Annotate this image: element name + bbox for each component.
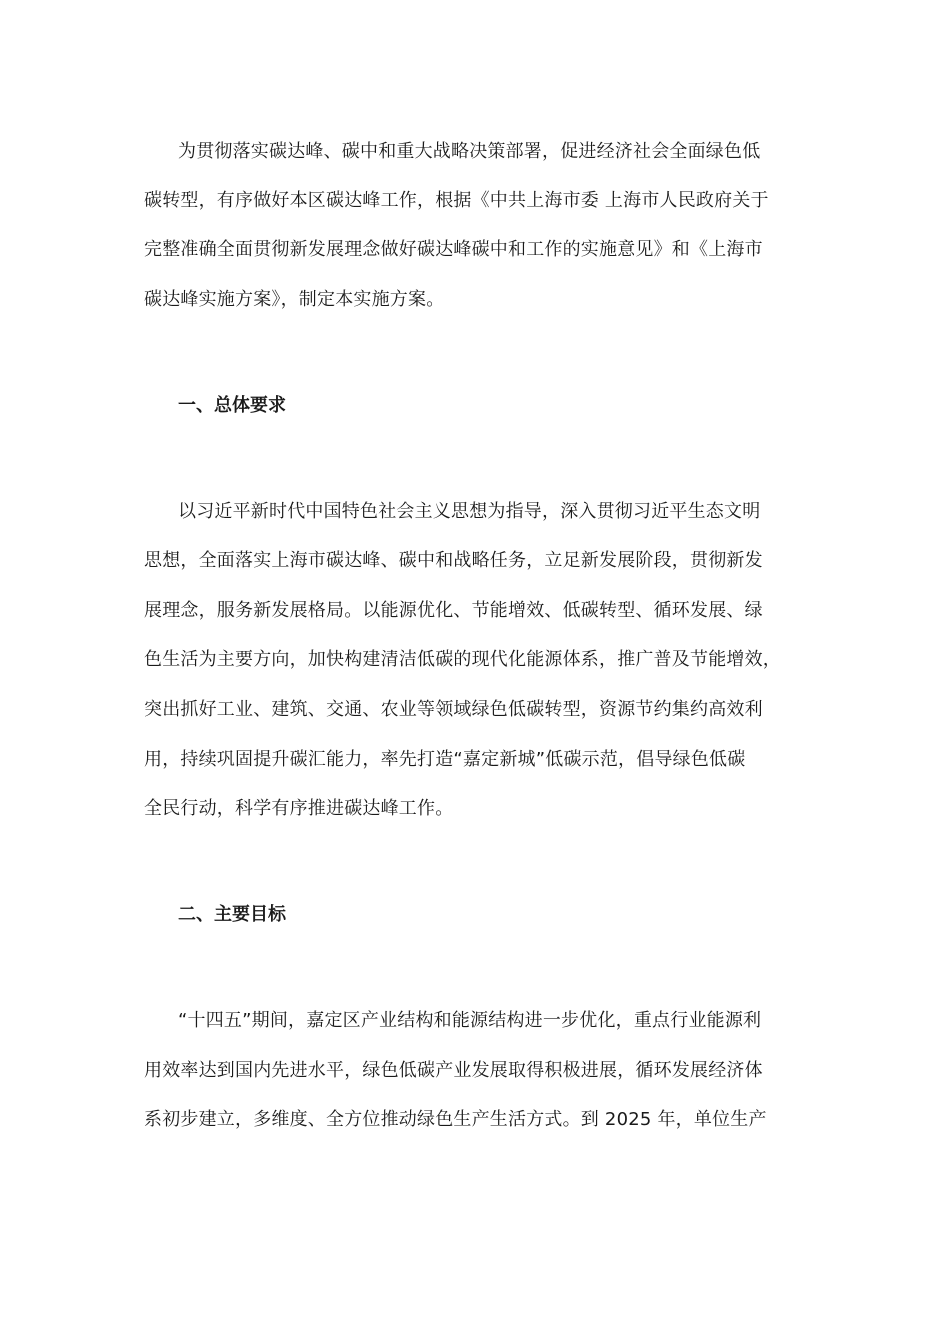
section-heading-general-requirements: 一、总体要求	[178, 395, 286, 416]
section1-line-5: 突出抓好工业、建筑、交通、农业等领域绿色低碳转型，资源节约集约高效利	[144, 699, 763, 720]
section1-line-7: 全民行动，科学有序推进碳达峰工作。	[144, 798, 454, 819]
intro-line-1: 为贯彻落实碳达峰、碳中和重大战略决策部署，促进经济社会全面绿色低	[178, 141, 761, 162]
section2-line-1: “十四五”期间，嘉定区产业结构和能源结构进一步优化，重点行业能源利	[178, 1010, 762, 1031]
intro-line-3: 完整准确全面贯彻新发展理念做好碳达峰碳中和工作的实施意见》和《上海市	[144, 239, 763, 260]
intro-line-2: 碳转型，有序做好本区碳达峰工作，根据《中共上海市委 上海市人民政府关于	[144, 190, 769, 211]
section1-line-2: 思想，全面落实上海市碳达峰、碳中和战略任务，立足新发展阶段，贯彻新发	[144, 550, 763, 571]
section1-line-3: 展理念，服务新发展格局。以能源优化、节能增效、低碳转型、循环发展、绿	[144, 600, 763, 621]
intro-line-4: 碳达峰实施方案》，制定本实施方案。	[144, 289, 445, 310]
section-heading-main-goals: 二、主要目标	[178, 904, 286, 925]
section2-line-3: 系初步建立，多维度、全方位推动绿色生产生活方式。到 2025 年，单位生产	[144, 1109, 767, 1130]
section1-line-1: 以习近平新时代中国特色社会主义思想为指导，深入贯彻习近平生态文明	[178, 501, 761, 522]
section2-line-2: 用效率达到国内先进水平，绿色低碳产业发展取得积极进展，循环发展经济体	[144, 1060, 763, 1081]
section1-line-6: 用，持续巩固提升碳汇能力，率先打造“嘉定新城”低碳示范，倡导绿色低碳	[144, 749, 746, 770]
section1-line-4: 色生活为主要方向，加快构建清洁低碳的现代化能源体系，推广普及节能增效，	[144, 649, 781, 670]
